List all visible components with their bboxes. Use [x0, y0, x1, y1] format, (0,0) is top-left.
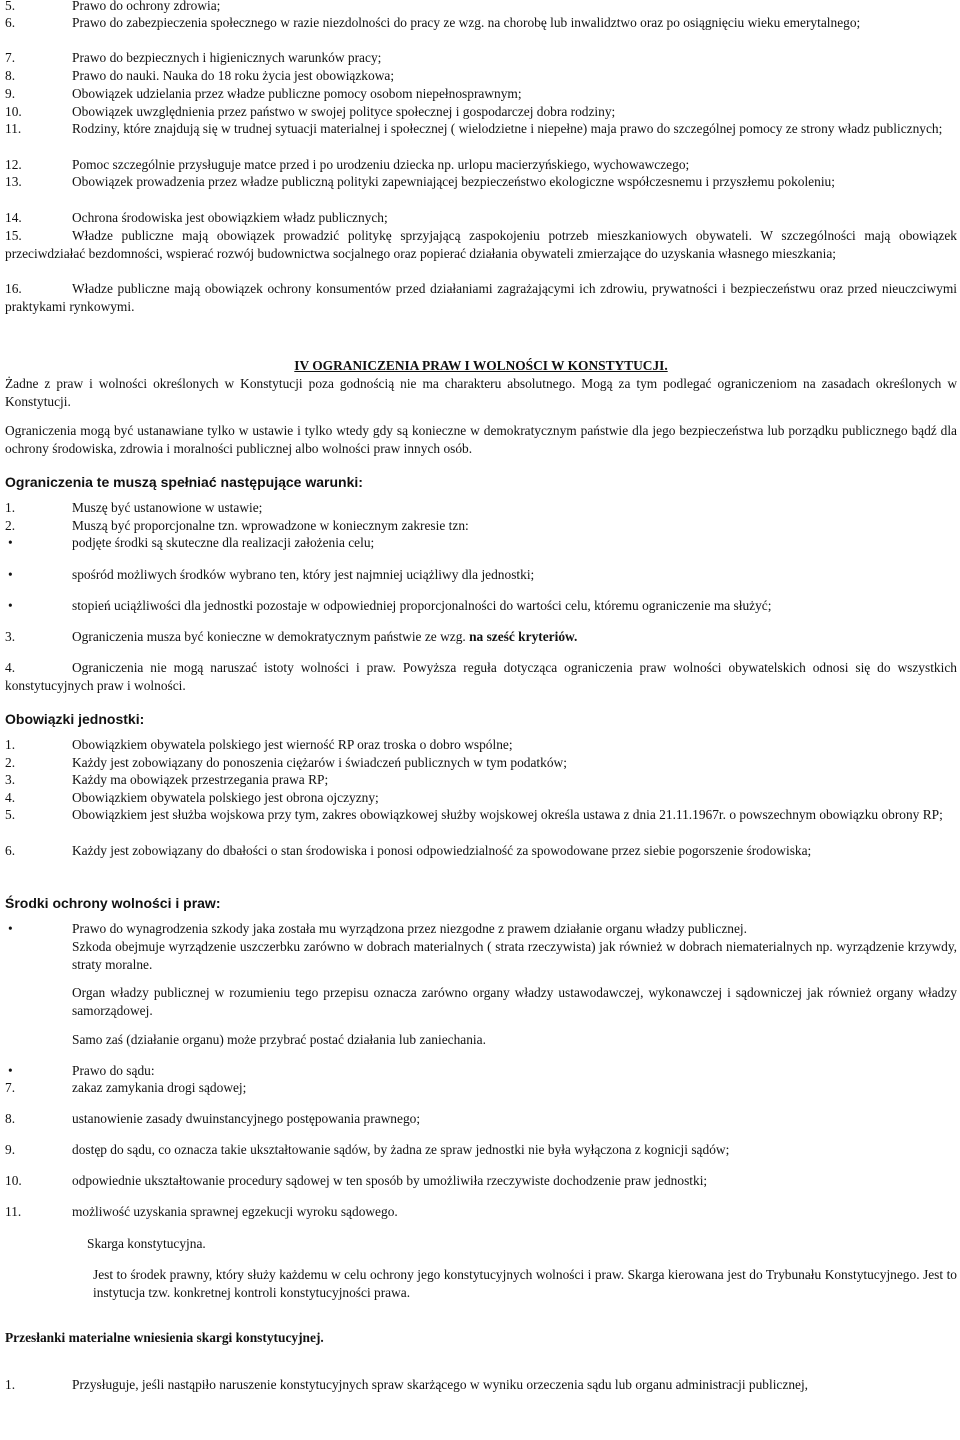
bullet-item: • Prawo do sądu:: [5, 1062, 957, 1080]
list-item: 4. Obowiązkiem obywatela polskiego jest obrona ojczyzny;: [5, 790, 379, 805]
list-item: 1. Przysługuje, jeśli nastąpiło naruszenie konstytucyjnych spraw skarżącego w wyniku orzeczenia sądu lub organu administracji publicznej,: [5, 1377, 809, 1392]
list-item: 6. Prawo do zabezpieczenia społecznego w razie niezdolności do pracy ze wzg. na chorobę lub inwalidztwo oraz po osiągnięciu wieku emerytalnego;: [5, 15, 861, 30]
bullet-item: • stopień uciążliwości dla jednostki pozostaje w odpowiedniej proporcjonalności do wartości celu, któremu ograniczenie ma służyć;: [5, 597, 957, 615]
bullet-item: • spośród możliwych środków wybrano ten, który jest najmniej uciążliwy dla jednostki;: [5, 566, 957, 584]
list-item: 2. Każdy jest zobowiązany do ponoszenia ciężarów i świadczeń publicznych w tym podatków;: [5, 755, 567, 770]
list-item: 6. Każdy jest zobowiązany do dbałości o stan środowiska i ponosi odpowiedzialność za spowodowane przez siebie pogorszenie środowiska;: [5, 843, 812, 858]
list-item: 16. Władze publiczne mają obowiązek ochrony konsumentów przed działaniami zagrażającymi ich zdrowiu, prywatności i bezpieczeństwu oraz przed nieuczciwymi praktykami rynkowymi.: [5, 281, 957, 314]
list-item: 14. Ochrona środowiska jest obowiązkiem władz publicznych;: [5, 210, 388, 225]
list-item: 2. Muszą być proporcjonalne tzn. wprowadzone w koniecznym zakresie tzn:: [5, 518, 469, 533]
rights-list: [5, 0, 957, 15]
list-item: 1. Muszę być ustanowione w ustawie;: [5, 500, 263, 515]
subsection-title: Skarga konstytucyjna.: [87, 1236, 206, 1251]
bullet-icon: •: [8, 921, 13, 936]
list-item: 13. Obowiązek prowadzenia przez władze publiczną polityki zapewniającej bezpieczeństwo ekologiczne współczesnemu i przyszłemu pokoleniu;: [5, 174, 835, 189]
section-heading: Przesłanki materialne wniesienia skargi konstytucyjnej.: [5, 1330, 324, 1345]
list-item: 5. Prawo do ochrony zdrowia;: [5, 0, 221, 13]
bullet-icon: •: [8, 567, 13, 582]
list-item: 8. ustanowienie zasady dwuinstancyjnego postępowania prawnego;: [5, 1111, 421, 1126]
list-item: 1. Obowiązkiem obywatela polskiego jest wierność RP oraz troska o dobro wspólne;: [5, 737, 513, 752]
paragraph: Żadne z praw i wolności określonych w Konstytucji poza godnością nie ma charakteru absolutnego. Mogą za tym podlegać ograniczeniom na zasadach określonych w Konstytucji.: [5, 376, 957, 409]
bullet-icon: •: [8, 598, 13, 613]
list-item: 11. Rodziny, które znajdują się w trudnej sytuacji materialnej i społecznej ( wielodzietne i niepełne) maja prawo do szczególnej pomocy ze strony władz publicznych;: [5, 121, 943, 136]
bullet-icon: •: [8, 1063, 13, 1078]
list-item: 12. Pomoc szczególnie przysługuje matce przed i po urodzeniu dziecka np. urlopu macierzyńskiego, wychowawczego;: [5, 157, 690, 172]
bullet-item: • Prawo do wynagrodzenia szkody jaka została mu wyrządzona przez niezgodne z prawem działanie organu władzy publicznej.: [5, 920, 957, 938]
list-item: 10. Obowiązek uwzględnienia przez państwo w swojej polityce społecznej i gospodarczej dobra rodziny;: [5, 104, 616, 119]
list-item: 3. Ograniczenia musza być konieczne w demokratycznym państwie ze wzg. na sześć kryteriów.: [5, 629, 578, 644]
list-item: 9. Obowiązek udzielania przez władze publiczne pomocy osobom niepełnosprawnym;: [5, 86, 522, 101]
list-item: 3. Każdy ma obowiązek przestrzegania prawa RP;: [5, 772, 329, 787]
list-item: 15. Władze publiczne mają obowiązek prowadzić politykę sprzyjającą zaspokojeniu potrzeb mieszkaniowych obywateli. W szczególności mają obowiązek przeciwdziałać bezdomności, wspierać rozwój budownictwa socjalnego oraz popierać działania obywateli zmierzające do uzyskania własnego mieszkania;: [5, 228, 957, 261]
list-item: 8. Prawo do nauki. Nauka do 18 roku życia jest obowiązkowa;: [5, 68, 395, 83]
list-item: 10. odpowiednie ukształtowanie procedury sądowej w ten sposób by umożliwiła rzeczywiste dochodzenie praw jednostki;: [5, 1173, 708, 1188]
paragraph: Samo zaś (działanie organu) może przybrać postać działania lub zaniechania.: [72, 1032, 486, 1047]
section-heading: Obowiązki jednostki:: [5, 711, 145, 727]
list-item: 9. dostęp do sądu, co oznacza takie ukształtowanie sądów, by żadna ze spraw jednostki nie była wyłączona z kognicji sądów;: [5, 1142, 730, 1157]
list-item: 7. zakaz zamykania drogi sądowej;: [5, 1080, 247, 1095]
paragraph: Jest to środek prawny, który służy każdemu w celu ochrony jego konstytucyjnych wolności i praw. Skarga kierowana jest do Trybunału Konstytucyjnego. Jest to instytucja tzw. konkretnej kontroli konstytucyjności prawa.: [93, 1267, 957, 1300]
bullet-item: • podjęte środki są skuteczne dla realizacji założenia celu;: [5, 534, 957, 552]
paragraph: Organ władzy publicznej w rozumieniu tego przepisu oznacza zarówno organy władzy ustawodawczej, wykonawczej i sądowniczej jak również organy władzy samorządowej.: [72, 985, 957, 1018]
list-item: 11. możliwość uzyskania sprawnej egzekucji wyroku sądowego.: [5, 1204, 398, 1219]
section-title: IV OGRANICZENIA PRAW I WOLNOŚCI W KONSTYTUCJI.: [294, 358, 668, 373]
section-heading: Ograniczenia te muszą spełniać następujące warunki:: [5, 474, 363, 490]
bullet-icon: •: [8, 535, 13, 550]
list-item: 5. Obowiązkiem jest służba wojskowa przy tym, zakres obowiązkowej służby wojskowej określa ustawa z dnia 21.11.1967r. o powszechnym obowiązku obrony RP;: [5, 807, 943, 822]
paragraph: Ograniczenia mogą być ustanawiane tylko w ustawie i tylko wtedy gdy są konieczne w demokratycznym państwie dla jego bezpieczeństwa lub porządku publicznego bądź dla ochrony środowiska, zdrowia i moralności publicznej albo wolności praw innych osób.: [5, 423, 957, 456]
section-heading: Środki ochrony wolności i praw:: [5, 895, 221, 911]
list-item: 4. Ograniczenia nie mogą naruszać istoty wolności i praw. Powyższa reguła dotycząca ograniczenia praw wolności obywatelskich odnosi się do wszystkich konstytucyjnych praw i wolności.: [5, 660, 957, 693]
list-item: 7. Prawo do bezpiecznych i higienicznych warunków pracy;: [5, 50, 382, 65]
paragraph: Szkoda obejmuje wyrządzenie uszczerbku zarówno w dobrach materialnych ( strata rzeczywista) jak również w dobrach niematerialnych np. wyrządzenie krzywdy, straty moralne.: [72, 939, 957, 972]
